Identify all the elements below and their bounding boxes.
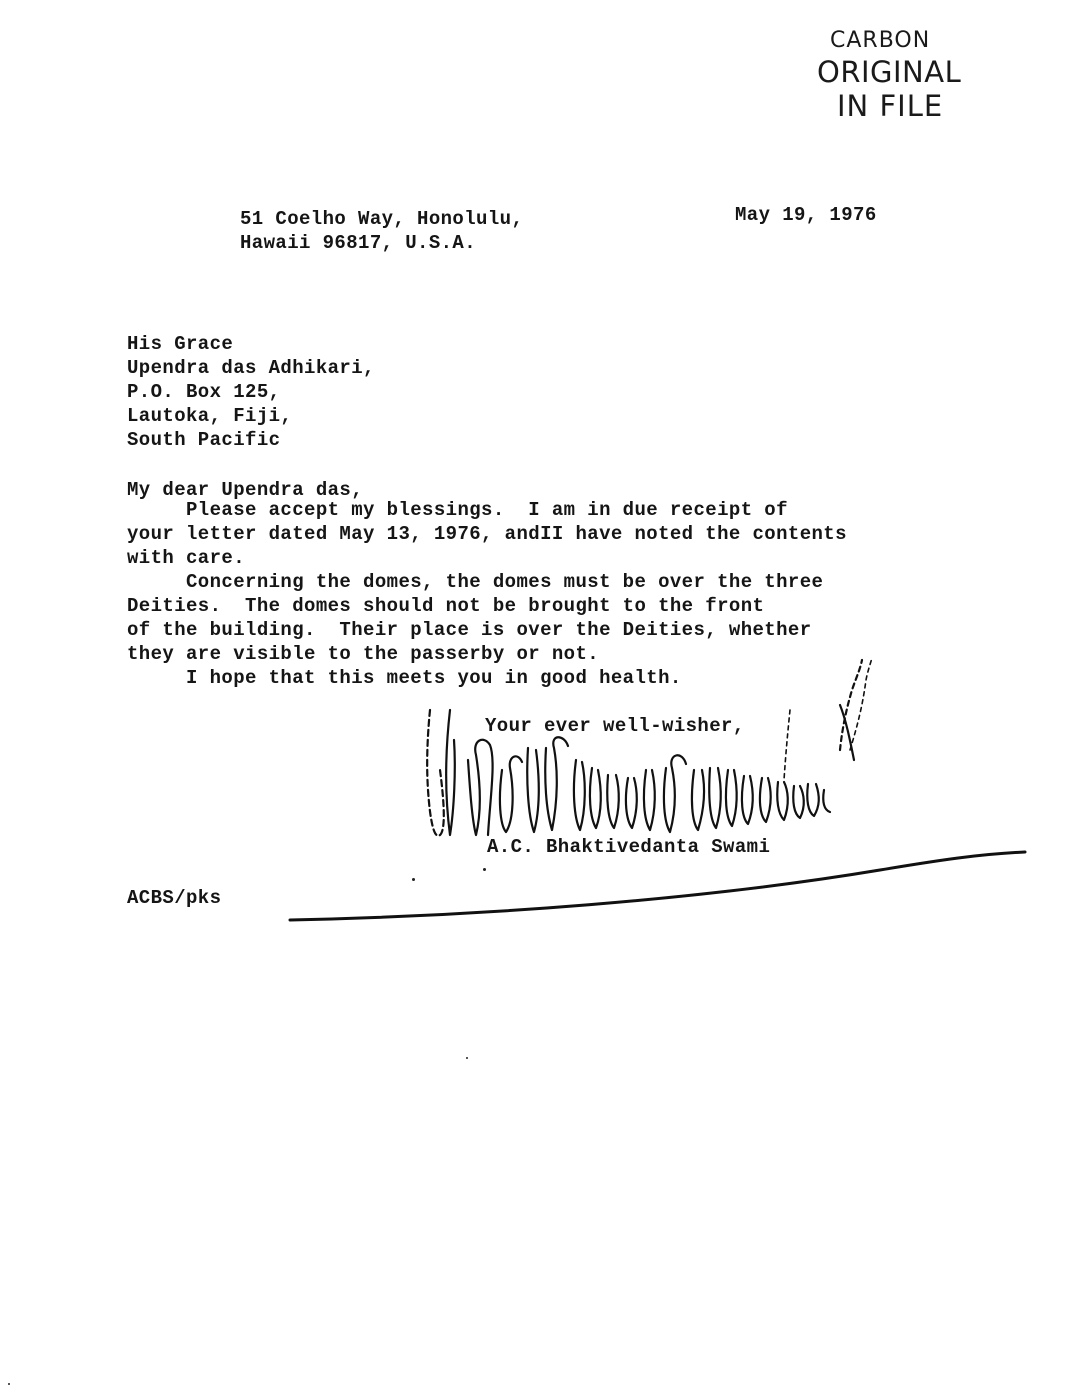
stamp-line-3: IN FILE bbox=[837, 89, 944, 123]
sender-address-line-1: 51 Coelho Way, Honolulu, bbox=[240, 208, 524, 230]
salutation: My dear Upendra das, bbox=[127, 479, 364, 501]
handwritten-signature bbox=[410, 650, 930, 850]
body-line-1: Please accept my blessings. I am in due receipt of bbox=[127, 499, 788, 521]
recipient-line-2: Upendra das Adhikari, bbox=[127, 357, 375, 379]
paper-speck bbox=[8, 1383, 10, 1385]
body-line-5: Deities. The domes should not be brought to the front bbox=[127, 595, 765, 617]
body-line-4: Concerning the domes, the domes must be over the three bbox=[127, 571, 824, 593]
closing: Your ever well-wisher, bbox=[485, 715, 745, 737]
paper-speck bbox=[466, 1057, 468, 1059]
typed-signature-name: A.C. Bhaktivedanta Swami bbox=[487, 836, 771, 858]
body-line-6: of the building. Their place is over the Deities, whether bbox=[127, 619, 812, 641]
stamp-line-1: CARBON bbox=[830, 28, 931, 53]
recipient-address bbox=[127, 332, 375, 452]
body-line-8: I hope that this meets you in good health. bbox=[127, 667, 682, 689]
recipient-line-3: P.O. Box 125, bbox=[127, 381, 281, 403]
paper-speck bbox=[483, 868, 486, 871]
reference-initials: ACBS/pks bbox=[127, 887, 222, 909]
body-line-7: they are visible to the passerby or not. bbox=[127, 643, 600, 665]
signature-flourish-line bbox=[280, 840, 1040, 930]
recipient-line-4: Lautoka, Fiji, bbox=[127, 405, 293, 427]
recipient-line-5: South Pacific bbox=[127, 429, 281, 451]
sender-address-line-2: Hawaii 96817, U.S.A. bbox=[240, 232, 477, 254]
body-line-3: with care. bbox=[127, 547, 246, 569]
body-line-2: your letter dated May 13, 1976, andII have noted the contents bbox=[127, 523, 847, 545]
paper-speck bbox=[412, 878, 415, 881]
stamp-line-2: ORIGINAL bbox=[817, 55, 962, 89]
letter-date: May 19, 1976 bbox=[735, 204, 877, 226]
recipient-line-1: His Grace bbox=[127, 333, 234, 355]
sender-address bbox=[240, 207, 523, 255]
